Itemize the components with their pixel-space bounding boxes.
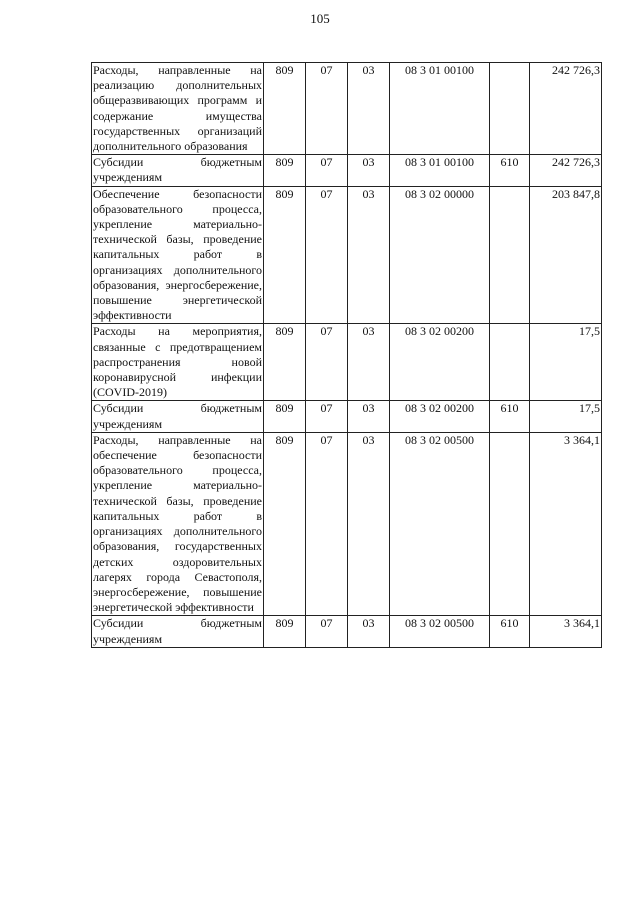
expense-type-code xyxy=(490,324,530,401)
expense-type-code: 610 xyxy=(490,616,530,647)
amount: 3 364,1 xyxy=(530,616,602,647)
expense-type-code xyxy=(490,432,530,615)
row-description: Обеспечение безопасности образовательного процесса, укрепление материально-технической базы, проведение капитальных работ в организациях дополнительного образования, энергосбережение, повышение энергетической эффективности xyxy=(93,186,262,323)
amount: 242 726,3 xyxy=(530,155,602,186)
amount: 3 364,1 xyxy=(530,432,602,615)
row-description: Субсидии бюджетным учреждениям xyxy=(93,155,262,185)
section-code: 07 xyxy=(306,401,348,432)
target-article-code: 08 3 01 00100 xyxy=(390,155,490,186)
page-number: 105 xyxy=(310,11,330,26)
subsection-code: 03 xyxy=(348,63,390,155)
department-code: 809 xyxy=(264,432,306,615)
section-code: 07 xyxy=(306,186,348,324)
table-row xyxy=(92,432,602,615)
row-description: Субсидии бюджетным учреждениям xyxy=(93,616,262,646)
row-description: Субсидии бюджетным учреждениям xyxy=(93,401,262,431)
expense-type-code xyxy=(490,186,530,324)
target-article-code: 08 3 01 00100 xyxy=(390,63,490,155)
expense-type-code xyxy=(490,63,530,155)
table-row xyxy=(92,616,602,647)
target-article-code: 08 3 02 00500 xyxy=(390,432,490,615)
expense-type-code: 610 xyxy=(490,401,530,432)
section-code: 07 xyxy=(306,616,348,647)
amount: 242 726,3 xyxy=(530,63,602,155)
table-row xyxy=(92,401,602,432)
budget-table xyxy=(91,62,602,648)
target-article-code: 08 3 02 00500 xyxy=(390,616,490,647)
table-row xyxy=(92,324,602,401)
department-code: 809 xyxy=(264,324,306,401)
target-article-code: 08 3 02 00200 xyxy=(390,324,490,401)
subsection-code: 03 xyxy=(348,155,390,186)
section-code: 07 xyxy=(306,63,348,155)
target-article-code: 08 3 02 00000 xyxy=(390,186,490,324)
subsection-code: 03 xyxy=(348,616,390,647)
section-code: 07 xyxy=(306,432,348,615)
table-row xyxy=(92,63,602,155)
row-description: Расходы, направленные на обеспечение безопасности образовательного процесса, укрепление материально-технической базы, проведение капитальных работ в организациях дополнительного образования, государственных детских оздоровительных лагерях города Севастополя, энергосбережение, повышение энергетической эффективности xyxy=(93,432,262,615)
department-code: 809 xyxy=(264,186,306,324)
row-description: Расходы на мероприятия, связанные с предотвращением распространения новой коронавирусной инфекции (COVID-2019) xyxy=(93,324,262,400)
subsection-code: 03 xyxy=(348,324,390,401)
expense-type-code: 610 xyxy=(490,155,530,186)
amount: 203 847,8 xyxy=(530,186,602,324)
section-code: 07 xyxy=(306,324,348,401)
department-code: 809 xyxy=(264,63,306,155)
department-code: 809 xyxy=(264,401,306,432)
amount: 17,5 xyxy=(530,324,602,401)
department-code: 809 xyxy=(264,155,306,186)
row-description: Расходы, направленные на реализацию дополнительных общеразвивающих программ и содержание имущества государственных организаций дополнительного образования xyxy=(93,63,262,154)
amount: 17,5 xyxy=(530,401,602,432)
subsection-code: 03 xyxy=(348,432,390,615)
target-article-code: 08 3 02 00200 xyxy=(390,401,490,432)
table-row xyxy=(92,186,602,324)
table-row xyxy=(92,155,602,186)
section-code: 07 xyxy=(306,155,348,186)
subsection-code: 03 xyxy=(348,186,390,324)
subsection-code: 03 xyxy=(348,401,390,432)
department-code: 809 xyxy=(264,616,306,647)
